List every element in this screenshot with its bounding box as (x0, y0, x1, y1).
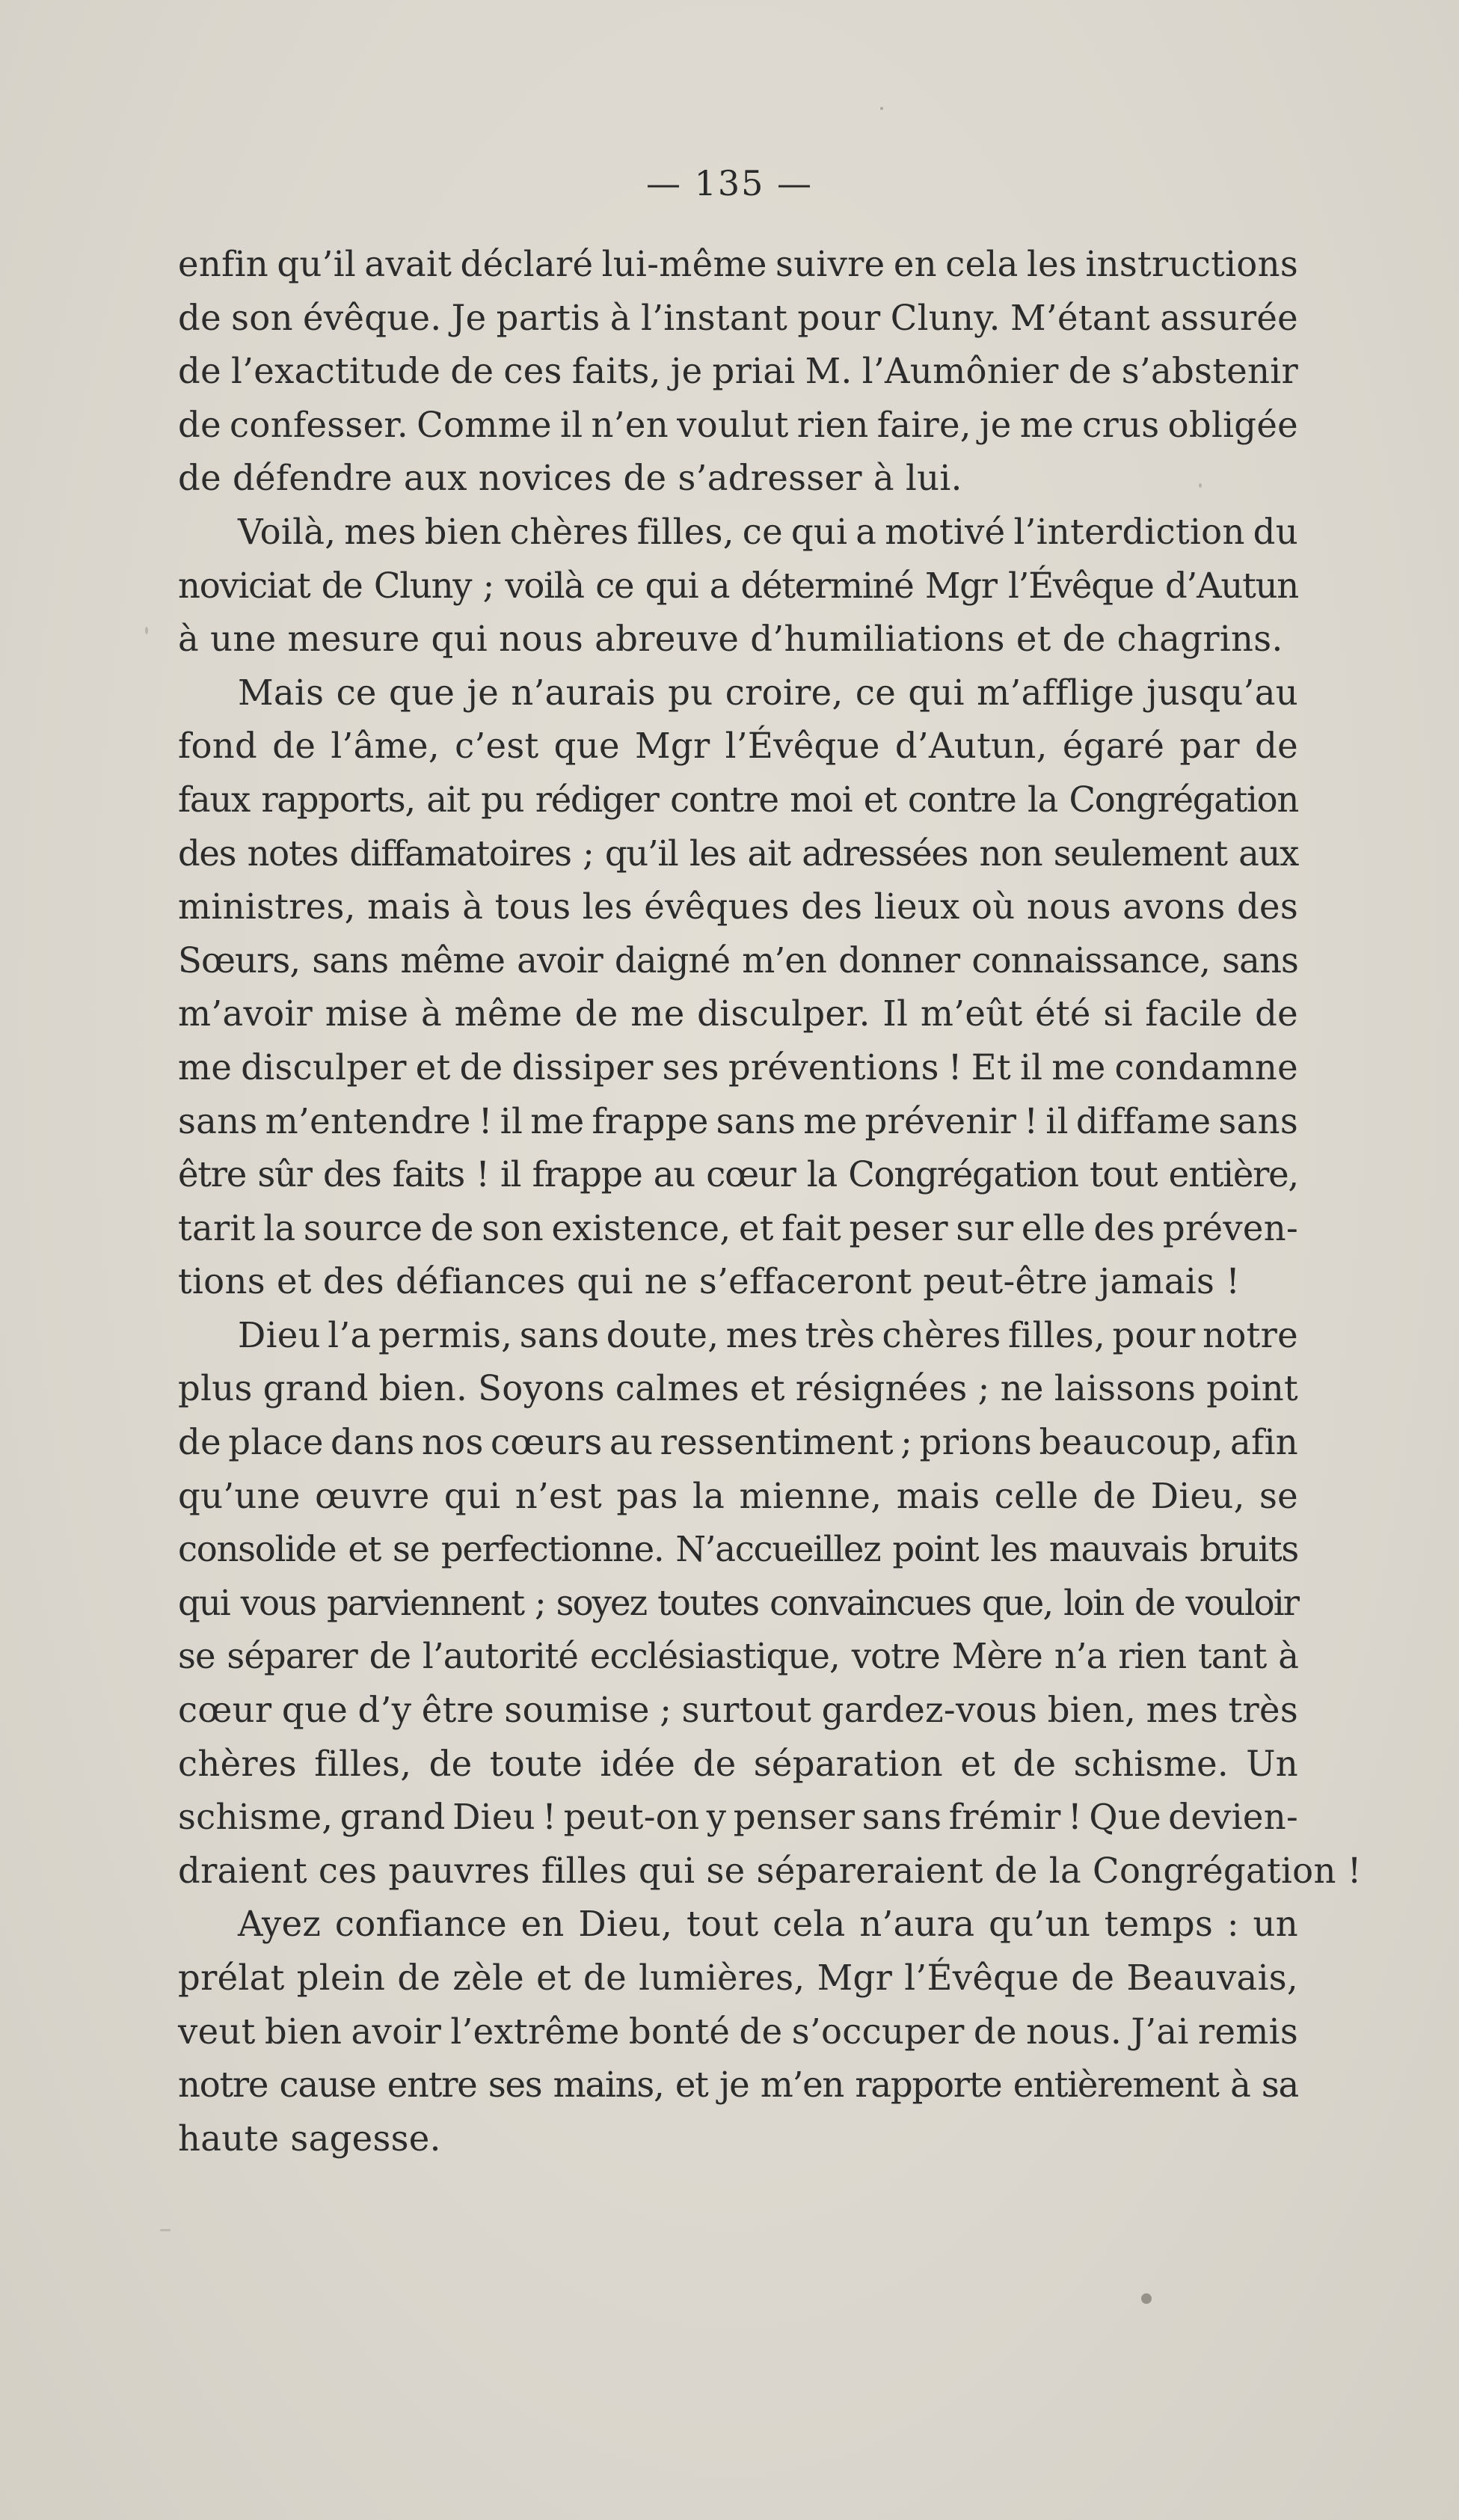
paragraph-5 (178, 1898, 1298, 2165)
text-line: noviciat de Cluny ; voilà ce qui a déterminé Mgr l’Évêque d’Autun (178, 565, 1298, 606)
text-line: de confesser. Comme il n’en voulut rien faire, je me crus obligée (178, 404, 1298, 445)
paper-speck (145, 627, 148, 634)
paper-speck (160, 2229, 171, 2231)
text-line: plus grand bien. Soyons calmes et résignées ; ne laissons point (178, 1368, 1298, 1409)
text-line: être sûr des faits ! il frappe au cœur la Congrégation tout entière, (178, 1154, 1298, 1195)
text-line: enfin qu’il avait déclaré lui-même suivre en cela les instructions (178, 244, 1298, 284)
text-line: haute sagesse. (178, 2118, 441, 2159)
paragraph-2 (178, 506, 1298, 666)
text-line: Dieu l’a permis, sans doute, mes très chères filles, pour notre (238, 1314, 1298, 1355)
text-line: à une mesure qui nous abreuve d’humiliations et de chagrins. (178, 619, 1283, 660)
page-number: — 135 — (645, 163, 814, 203)
text-line: faux rapports, ait pu rédiger contre moi et contre la Congrégation (178, 779, 1298, 820)
text-line: draient ces pauvres filles qui se sépareraient de la Congrégation ! (178, 1850, 1362, 1891)
text-line: Mais ce que je n’aurais pu croire, ce qui m’afflige jusqu’au (238, 672, 1298, 713)
text-line: notre cause entre ses mains, et je m’en rapporte entièrement à sa (178, 2064, 1298, 2106)
text-line: qui vous parviennent ; soyez toutes convaincues que, loin de vouloir (178, 1582, 1298, 1623)
text-line: sans m’entendre ! il me frappe sans me prévenir ! il diffame sans (178, 1100, 1298, 1141)
text-line: Voilà, mes bien chères filles, ce qui a motivé l’interdiction du (238, 511, 1298, 552)
text-line: ministres, mais à tous les évêques des lieux où nous avons des (178, 886, 1298, 928)
text-line: me disculper et de dissiper ses préventions ! Et il me condamne (178, 1046, 1298, 1088)
text-line: des notes diffamatoires ; qu’il les ait adressées non seulement aux (178, 833, 1298, 874)
text-line: Ayez confiance en Dieu, tout cela n’aura qu’un temps : un (238, 1904, 1298, 1945)
text-line: tions et des défiances qui ne s’effaceront peut-être jamais ! (178, 1261, 1241, 1302)
text-line: veut bien avoir l’extrême bonté de s’occuper de nous. J’ai remis (178, 2011, 1298, 2052)
text-line: de son évêque. Je partis à l’instant pour Cluny. M’étant assurée (178, 297, 1298, 338)
text-line: Sœurs, sans même avoir daigné m’en donner connaissance, sans (178, 939, 1298, 981)
text-line: m’avoir mise à même de me disculper. Il m’eût été si facile de (178, 993, 1298, 1034)
paper-speck (1141, 2293, 1152, 2304)
paragraph-1 (178, 238, 1298, 506)
text-line: de défendre aux novices de s’adresser à lui. (178, 458, 962, 499)
text-line: qu’une œuvre qui n’est pas la mienne, mais celle de Dieu, se (178, 1475, 1298, 1516)
text-line: prélat plein de zèle et de lumières, Mgr l’Évêque de Beauvais, (178, 1958, 1298, 1998)
text-line: tarit la source de son existence, et fait peser sur elle des préven- (178, 1207, 1298, 1248)
body-text (178, 238, 1362, 2165)
text-line: de place dans nos cœurs au ressentiment ; prions beaucoup, afin (178, 1422, 1298, 1463)
text-line: fond de l’âme, c’est que Mgr l’Évêque d’Autun, égaré par de (178, 726, 1298, 767)
paper-speck (880, 107, 883, 110)
text-line: se séparer de l’autorité ecclésiastique, votre Mère n’a rien tant à (178, 1636, 1298, 1677)
paper-speck (1199, 483, 1202, 488)
paragraph-4 (178, 1309, 1362, 1898)
text-line: cœur que d’y être soumise ; surtout gardez-vous bien, mes très (178, 1690, 1298, 1731)
text-line: de l’exactitude de ces faits, je priai M. l’Aumônier de s’abstenir (178, 351, 1298, 392)
paragraph-3 (178, 666, 1298, 1309)
text-line: consolide et se perfectionne. N’accueillez point les mauvais bruits (178, 1529, 1298, 1570)
text-line: schisme, grand Dieu ! peut-on y penser sans frémir ! Que devien- (178, 1797, 1298, 1838)
text-line: chères filles, de toute idée de séparation et de schisme. Un (178, 1743, 1298, 1784)
